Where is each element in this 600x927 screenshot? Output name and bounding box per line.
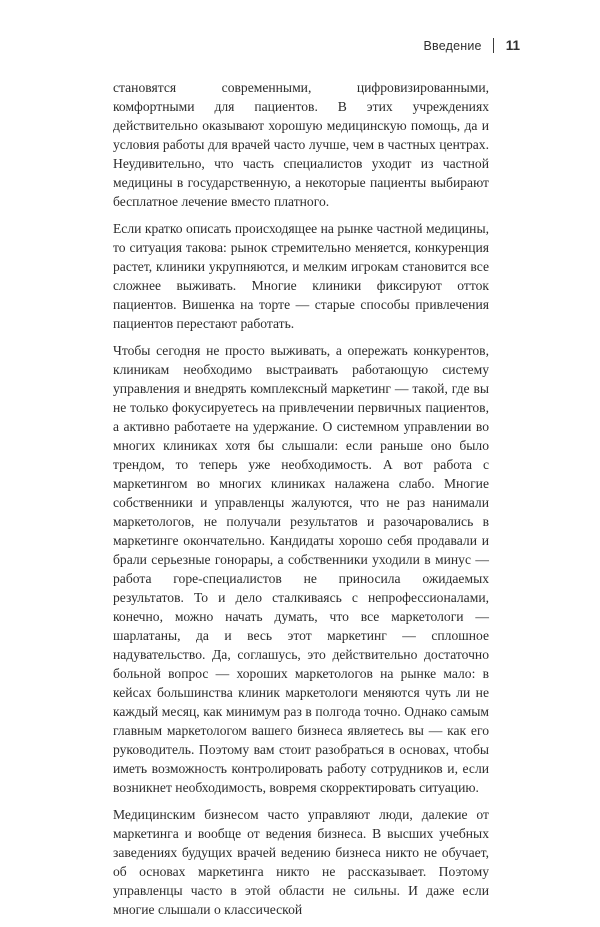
- paragraph-2: Если кратко описать происходящее на рынке частной медицины, то ситуация такова: рынок стремительно меняется, конкуренция растет, клиники укрупняются, и мелким игрокам становится все сложнее выживать. Многие клиники фиксируют отток пациентов. Вишенка на торте — старые способы привлечения пациентов перестают работать.: [113, 221, 489, 331]
- header-divider: [493, 38, 494, 53]
- page-number: 11: [505, 38, 520, 53]
- body-text: [113, 78, 489, 927]
- running-header: [424, 38, 520, 53]
- section-title: Введение: [423, 38, 482, 53]
- paragraph-1: становятся современными, цифровизированными, комфортными для пациентов. В этих учреждениях действительно оказывают хорошую медицинскую помощь, да и условия работы для врачей часто лучше, чем в частных центрах. Неудивительно, что часть специалистов уходит из частной медицины в государственную, а некоторые пациенты выбирают бесплатное лечение вместо платного.: [113, 80, 489, 209]
- paragraph-4: Медицинским бизнесом часто управляют люди, далекие от маркетинга и вообще от ведения бизнеса. В высших учебных заведениях будущих врачей ведению бизнеса никто не обучает, об основах маркетинга никто не рассказывает. Поэтому управленцы часто в этой области не сильны. И даже если многие слышали о классической: [113, 807, 489, 917]
- paragraph-3: Чтобы сегодня не просто выживать, а опережать конкурентов, клиникам необходимо выстраивать работающую систему управления и внедрять комплексный маркетинг — такой, где вы не только фокусируетесь на привлечении первичных пациентов, а активно работаете на удержание. О системном управлении во многих клиниках хотя бы слышали: если раньше оно было трендом, то теперь уже необходимость. А вот работа с маркетингом во многих клиниках налажена слабо. Многие собственники и управленцы жалуются, что не раз нанимали маркетологов, не получали результатов и разочаровались в маркетинге окончательно. Кандидаты хорошо себя продавали и брали серьезные гонорары, а собственники уходили в минус — работа горе-специалистов не приносила ожидаемых результатов. То и дело сталкиваясь с непрофессионалами, конечно, можно начать думать, что все маркетологи — шарлатаны, да и весь этот маркетинг — сплошное надувательство. Да, соглашусь, это действительно достаточно больной вопрос — хороших маркетологов на рынке мало: в кейсах большинства клиник маркетологи меняются чуть ли не каждый месяц, как минимум раз в полгода точно. Однако самым главным маркетологом вашего бизнеса являетесь вы — как его руководитель. Поэтому вам стоит разобраться в основах, чтобы иметь возможность контролировать работу сотрудников и, если возникнет необходимость, вовремя скорректировать ситуацию.: [113, 343, 489, 795]
